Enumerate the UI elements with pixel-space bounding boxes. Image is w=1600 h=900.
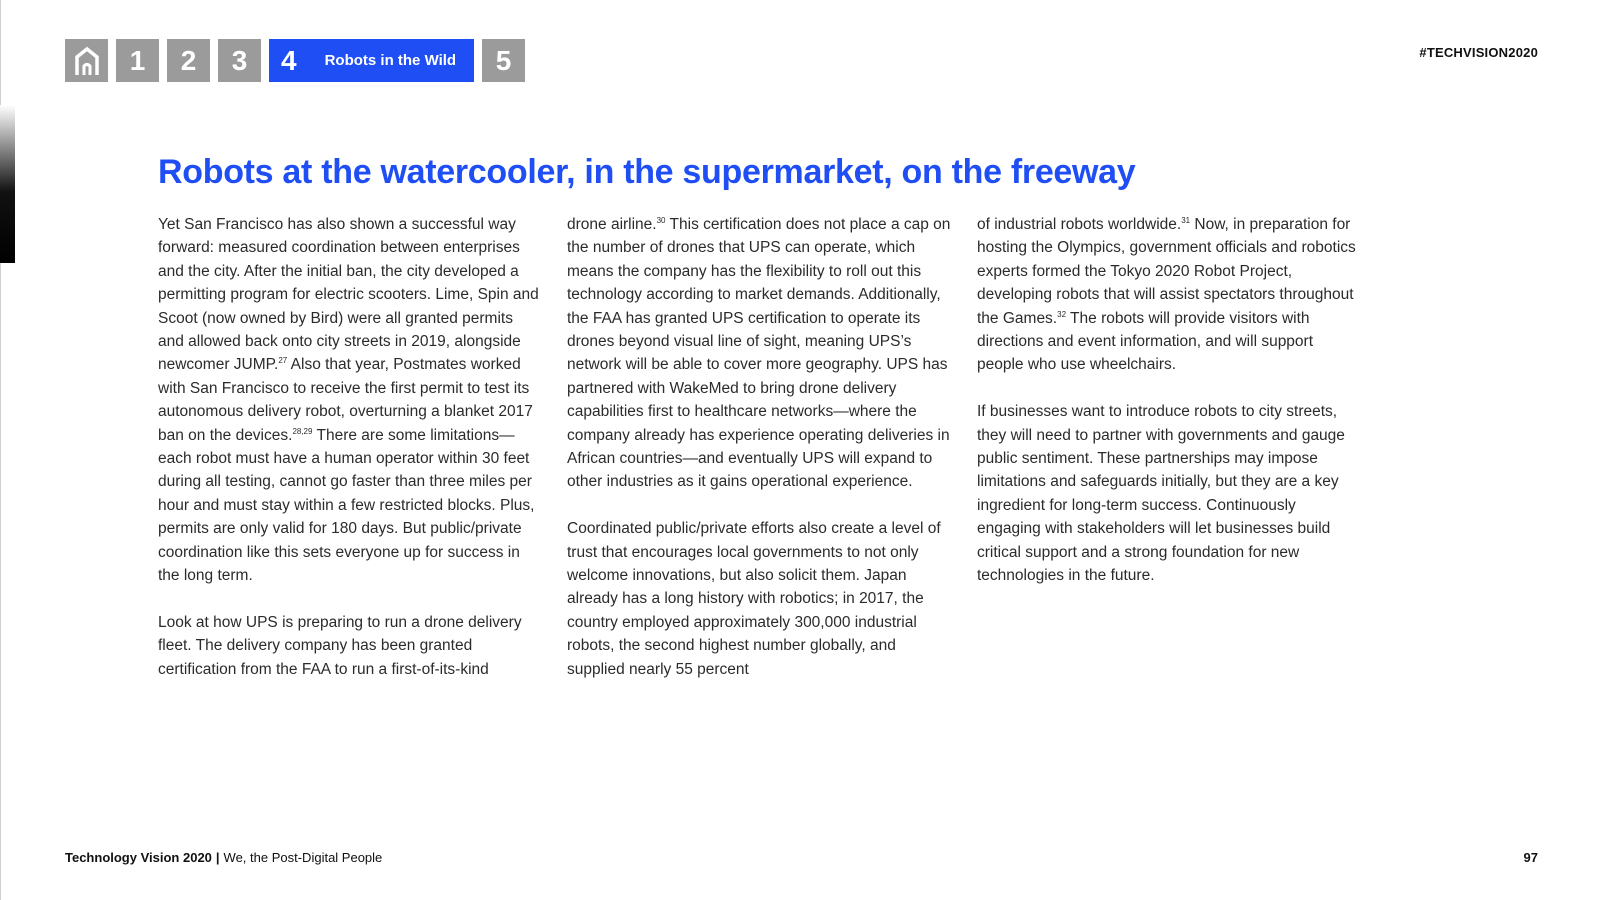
nav-section-4-number: 4 xyxy=(281,44,297,76)
nav-section-4-active[interactable] xyxy=(269,39,474,82)
footnote-ref: 28,29 xyxy=(292,426,313,436)
nav-section-2[interactable]: 2 xyxy=(167,39,210,82)
nav-section-1[interactable]: 1 xyxy=(116,39,159,82)
text-run: of industrial robots worldwide. xyxy=(977,216,1182,233)
paragraph xyxy=(977,213,1361,377)
footnote-ref: 30 xyxy=(656,215,666,225)
text-run: The robots will provide visitors with directions and event information, and will support people who use wheelchairs. xyxy=(977,309,1314,374)
side-gradient-bar xyxy=(0,105,15,263)
section-nav xyxy=(65,39,533,82)
nav-section-3[interactable]: 3 xyxy=(218,39,261,82)
paragraph: Coordinated public/private efforts also create a level of trust that encourages local governments to not only welcome innovations, but also solicit them. Japan already has a long history with robotics; in 2017, the country employed approximately 300,000 industrial robots, the second highest number globally, and supplied nearly 55 percent xyxy=(567,520,941,678)
footnote-ref: 32 xyxy=(1057,309,1067,319)
paragraph xyxy=(158,213,542,588)
footer-separator: | xyxy=(215,850,220,865)
text-run: drone airline. xyxy=(567,216,657,233)
footer-brand: Technology Vision 2020 xyxy=(65,850,212,865)
paragraph: Look at how UPS is preparing to run a drone delivery fleet. The delivery company has been granted certification from the FAA to run a first-of-its-kind xyxy=(158,613,522,678)
text-run: This certification does not place a cap on the number of drones that UPS can operate, which means the company has the flexibility to roll out this technology according to market demands. Additionally, the FAA has granted UPS certification to operate its drones beyond visual line of sight, meaning UPS’s network will be able to cover more geography. UPS has partnered with WakeMed to bring drone delivery capabilities first to healthcare networks—where the company already has experience operating deliveries in African countries—and eventually UPS will expand to other industries as it gains operational experience. xyxy=(567,216,951,491)
text-run: Also that year, Postmates worked with San Francisco to receive the first permit to test its autonomous delivery robot, overturning a blanket 2017 ban on the devices. xyxy=(158,356,533,444)
text-column-1 xyxy=(158,213,542,681)
text-run: Now, in preparation for hosting the Olympics, government officials and robotics experts formed the Tokyo 2020 Robot Project, developing robots that will assist spectators throughout the Games. xyxy=(977,216,1356,327)
home-button[interactable] xyxy=(65,39,108,82)
footnote-ref: 31 xyxy=(1181,215,1191,225)
text-column-2 xyxy=(567,213,951,681)
hashtag: #TECHVISION2020 xyxy=(1419,45,1538,60)
nav-section-4-title: Robots in the Wild xyxy=(324,52,457,69)
page-headline: Robots at the watercooler, in the supermarket, on the freeway xyxy=(158,153,1136,191)
text-run: There are some limitations—each robot must have a human operator within 30 feet during all testing, cannot go faster than three miles per hour and must stay within a few restricted blocks. Plus, permits are only valid for 180 days. But public/private coordination like this sets everyone up for success in the long term. xyxy=(158,426,535,585)
footer xyxy=(65,850,382,865)
page-number: 97 xyxy=(1523,850,1538,865)
footnote-ref: 27 xyxy=(278,356,288,366)
text-run: Yet San Francisco has also shown a successful way forward: measured coordination between enterprises and the city. After the initial ban, the city developed a permitting program for electric scooters. Lime, Spin and Scoot (now owned by Bird) were all granted permits and allowed back onto city streets in 2019, alongside newcomer JUMP. xyxy=(158,216,539,374)
paragraph xyxy=(567,213,951,494)
text-column-3 xyxy=(977,213,1361,587)
nav-section-5[interactable]: 5 xyxy=(482,39,525,82)
footer-subtitle: We, the Post-Digital People xyxy=(223,850,383,865)
home-icon xyxy=(74,46,100,76)
paragraph: If businesses want to introduce robots to city streets, they will need to partner with governments and gauge public sentiment. These partnerships may impose limitations and safeguards initially, but they are a key ingredient for long-term success. Continuously engaging with stakeholders will let businesses build critical support and a strong foundation for new technologies in the future. xyxy=(977,403,1345,585)
